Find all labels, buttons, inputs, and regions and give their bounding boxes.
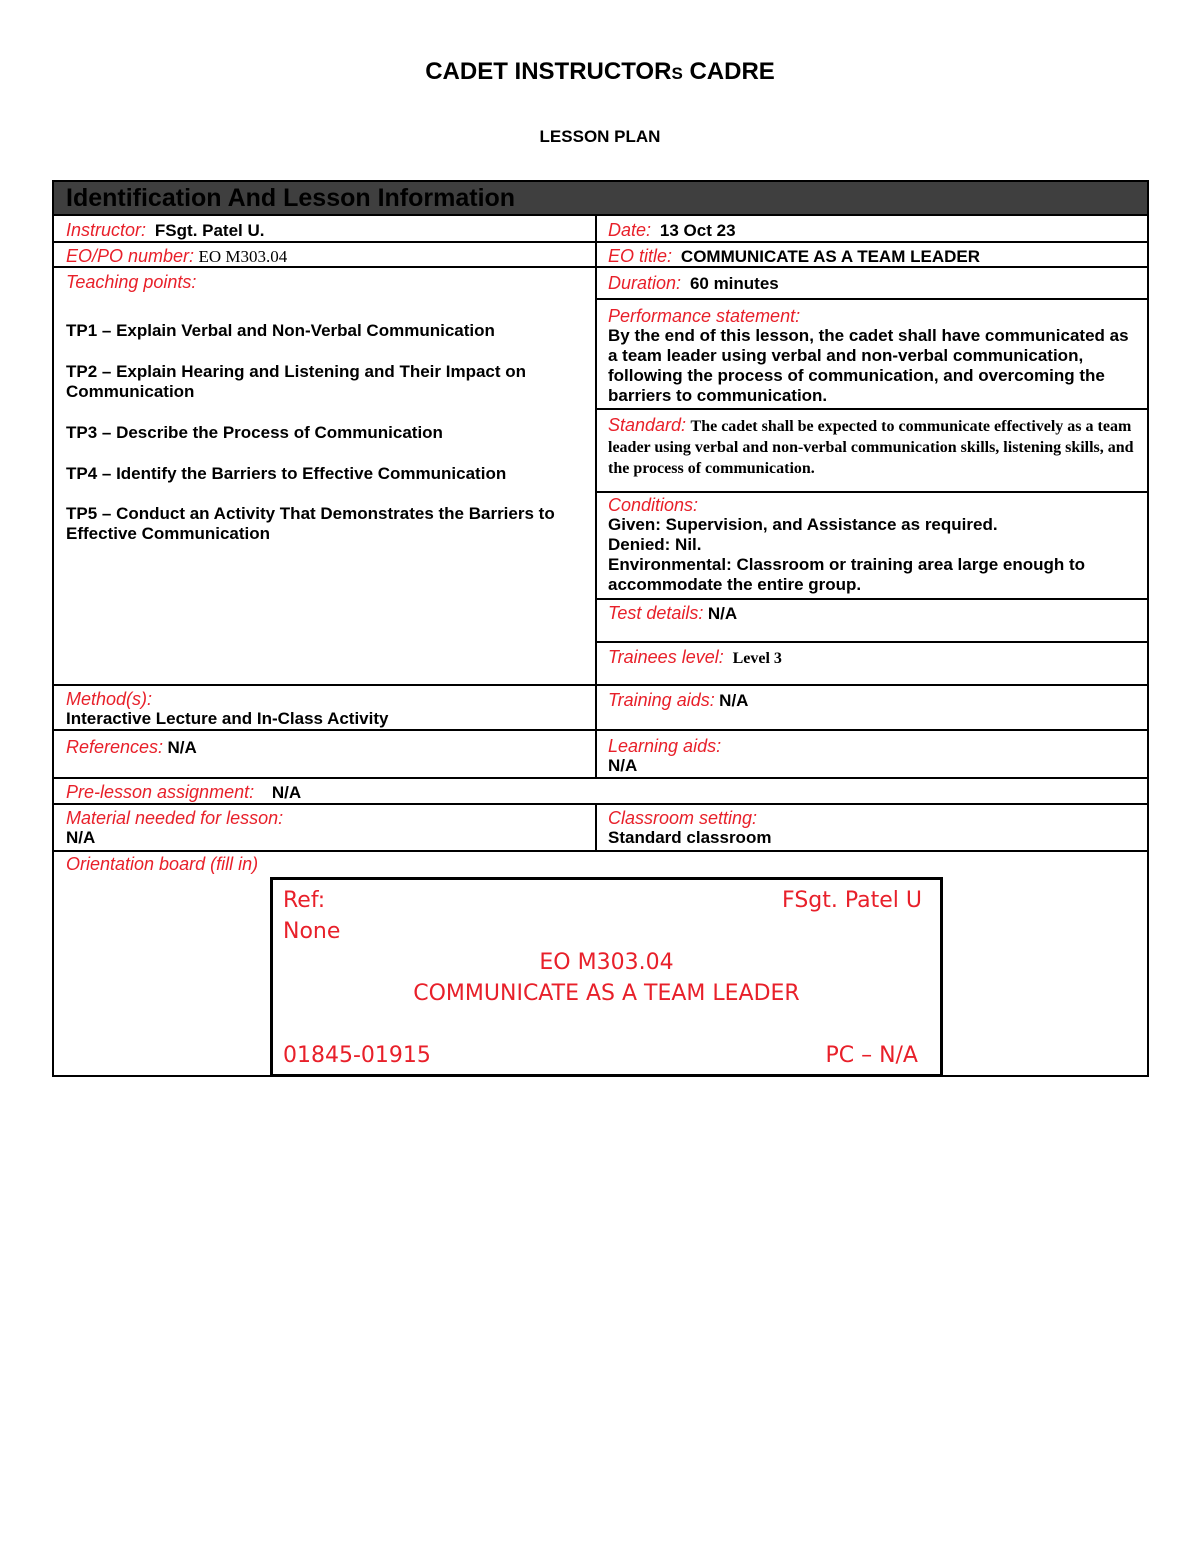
conditions-denied: Denied: Nil. (608, 535, 702, 554)
teaching-points-label: Teaching points: (66, 272, 197, 292)
conditions-environmental: Environmental: Classroom or training area large enough to accommodate the entire group. (608, 555, 1086, 594)
eo-title-field: EO title: COMMUNICATE AS A TEAM LEADER (608, 246, 980, 266)
date-field: Date: 13 Oct 23 (608, 220, 736, 240)
board-ref-value: None (283, 919, 341, 944)
conditions-given: Given: Supervision, and Assistance as required. (608, 515, 998, 534)
prelesson-value: N/A (271, 783, 302, 802)
date-value: 13 Oct 23 (659, 221, 736, 240)
trainees-level-value: Level 3 (732, 650, 782, 667)
teaching-point: TP3 – Describe the Process of Communication (66, 423, 443, 442)
eo-number-value: EO M303.04 (198, 247, 288, 266)
teaching-point: TP4 – Identify the Barriers to Effective Communication (66, 464, 507, 483)
board-instructor: FSgt. Patel U (782, 888, 922, 913)
instructor-value: FSgt. Patel U. (154, 221, 265, 240)
standard-field: Standard: The cadet shall be expected to communicate effectively as a team leader using verbal and non-verbal communication skills, listening skills, and the process of communication. (608, 415, 1134, 477)
lesson-plan-form (52, 180, 1149, 1077)
references-value: N/A (167, 738, 197, 757)
learning-aids-field: Learning aids: N/A (608, 736, 722, 775)
prelesson-field: Pre-lesson assignment: N/A (66, 782, 302, 802)
method-field: Method(s): Interactive Lecture and In-Class Activity (66, 689, 389, 728)
trainees-level-field: Trainees level: Level 3 (608, 647, 782, 667)
references-field: References: N/A (66, 737, 197, 757)
eo-number-field: EO/PO number: EO M303.04 (66, 246, 288, 266)
performance-statement: Performance statement: By the end of this lesson, the cadet shall have communicated as a team leader using verbal and non-verbal communication, following the process of communication, and overcoming the barriers to communication. (608, 306, 1138, 406)
performance-value: By the end of this lesson, the cadet shall have communicated as a team leader using verbal and non-verbal communication, following the process of communication, and overcoming the barriers to communication. (608, 326, 1129, 405)
duration-field: Duration: 60 minutes (608, 273, 779, 293)
teaching-point: TP1 – Explain Verbal and Non-Verbal Communication (66, 321, 495, 340)
document-subtitle: LESSON PLAN (539, 127, 661, 146)
board-eo-title: COMMUNICATE AS A TEAM LEADER (413, 981, 800, 1006)
standard-value: The cadet shall be expected to communicate effectively as a team leader using verbal and non-verbal communication skills, listening skills, and the process of communication. (608, 418, 1134, 477)
board-pc: PC – N/A (825, 1043, 918, 1068)
section-title: Identification And Lesson Information (66, 184, 516, 212)
test-details-value: N/A (707, 604, 738, 623)
board-ref-label: Ref: (283, 888, 326, 913)
learning-aids-value: N/A (608, 756, 638, 775)
teaching-point: TP5 – Conduct an Activity That Demonstrates the Barriers to Effective Communication (66, 504, 555, 543)
section-header (54, 182, 1147, 216)
board-time: 01845-01915 (283, 1043, 431, 1068)
classroom-field: Classroom setting: Standard classroom (608, 808, 772, 847)
instructor-field: Instructor: FSgt. Patel U. (66, 220, 265, 240)
training-aids-field: Training aids: N/A (608, 690, 749, 710)
training-aids-value: N/A (719, 691, 749, 710)
test-details-field: Test details: N/A (608, 603, 738, 623)
board-eo-number: EO M303.04 (539, 950, 674, 975)
orientation-board (270, 877, 943, 1077)
method-value: Interactive Lecture and In-Class Activity (66, 709, 389, 728)
document-title: CADET INSTRUCTORS CADRE (425, 58, 775, 85)
eo-title-value: COMMUNICATE AS A TEAM LEADER (680, 247, 980, 266)
teaching-point: TP2 – Explain Hearing and Listening and Their Impact on Communication (66, 362, 527, 401)
duration-value: 60 minutes (689, 274, 779, 293)
material-field: Material needed for lesson: N/A (66, 808, 284, 847)
orientation-label: Orientation board (fill in) (66, 854, 259, 874)
material-value: N/A (66, 828, 96, 847)
conditions-field: Conditions: Given: Supervision, and Assistance as required. Denied: Nil. Environmental: Classroom or training area large enough to accommodate the entire group. (608, 495, 1138, 595)
classroom-value: Standard classroom (608, 828, 772, 847)
